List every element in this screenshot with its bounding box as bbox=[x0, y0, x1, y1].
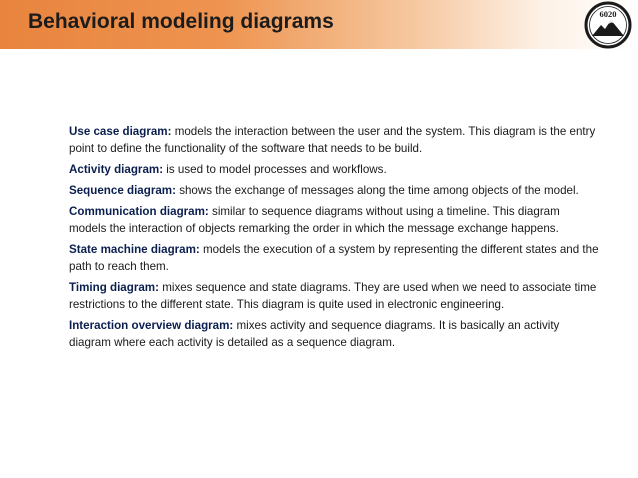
item-term: Timing diagram: bbox=[69, 281, 159, 294]
item-term: Interaction overview diagram: bbox=[69, 319, 234, 332]
list-item bbox=[69, 123, 599, 157]
list-item bbox=[69, 161, 599, 178]
item-term: Activity diagram: bbox=[69, 163, 164, 176]
item-description: models the execution of a system by representing the different states and the path to reach them. bbox=[69, 243, 599, 273]
slide-title: Behavioral modeling diagrams bbox=[28, 10, 334, 33]
item-term: Sequence diagram: bbox=[69, 184, 176, 197]
item-description: similar to sequence diagrams without using a timeline. This diagram models the interaction of objects remarking the order in which the message exchange happens. bbox=[69, 205, 560, 235]
logo-mountain-icon bbox=[584, 1, 632, 49]
item-description: shows the exchange of messages along the time among objects of the model. bbox=[175, 184, 579, 197]
list-item bbox=[69, 203, 599, 237]
item-description: mixes activity and sequence diagrams. It is basically an activity diagram where each activity is detailed as a sequence diagram. bbox=[69, 319, 560, 349]
list-item bbox=[69, 241, 599, 275]
item-description: mixes sequence and state diagrams. They are used when we need to associate time restrictions to the different state. This diagram is quite used in electronic engineering. bbox=[69, 281, 597, 311]
list-item bbox=[69, 279, 599, 313]
item-description: is used to model processes and workflows. bbox=[163, 163, 387, 176]
item-term: Use case diagram: bbox=[69, 125, 172, 138]
list-item bbox=[69, 317, 599, 351]
diagram-list bbox=[69, 123, 599, 355]
list-item bbox=[69, 182, 599, 199]
item-term: State machine diagram: bbox=[69, 243, 200, 256]
item-term: Communication diagram: bbox=[69, 205, 209, 218]
logo-text: 6020 bbox=[599, 9, 617, 19]
item-description: models the interaction between the user and the system. This diagram is the entry point to define the functionality of the software that needs to be build. bbox=[69, 125, 596, 155]
